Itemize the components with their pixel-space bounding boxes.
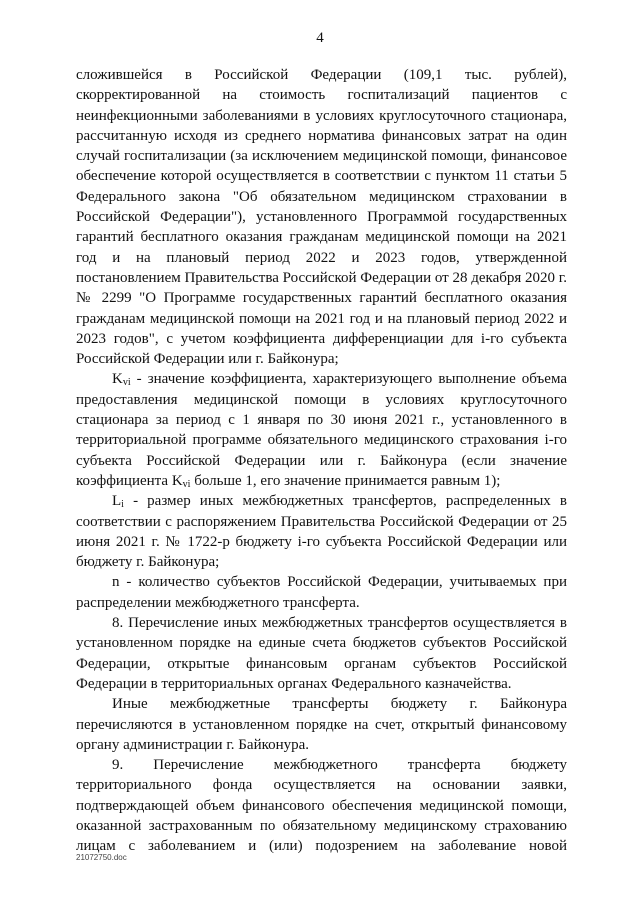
kvi-definition-tail: больше 1, его значение принимается равным 1); <box>190 472 501 489</box>
paragraph-li-definition <box>76 491 567 572</box>
paragraph-kvi-definition <box>76 369 567 491</box>
paragraph-item-9: 9. Перечисление межбюджетного трансферта бюджету территориального фонда осуществляется на основании заявки, подтверждающей объем финансового обеспечения медицинской помощи, оказанной застрахованным по обязательному медицинскому страхованию лицам с заболеванием и (или) подозрением на заболевание новой <box>76 757 567 855</box>
paragraph-item-8: 8. Перечисление иных межбюджетных трансфертов осуществляется в установленном порядке на единые счета бюджетов субъектов Российской Федерации, открытые финансовым органам субъектов Российской Федерации в территориальных органах Федерального казначейства. <box>76 615 567 692</box>
symbol-k-subscript: vi <box>122 377 131 389</box>
page-number: 4 <box>316 30 324 46</box>
paragraph-n-definition: n - количество субъектов Российской Федерации, учитываемых при распределении межбюджетного трансферта. <box>76 574 567 611</box>
document-body <box>76 65 567 857</box>
footer-doc-code: 21072750.doc <box>76 853 127 862</box>
symbol-l: L <box>112 493 122 510</box>
symbol-k: K <box>112 371 123 388</box>
li-definition-text: - размер иных межбюджетных трансфертов, распределенных в соответствии с распоряжением Правительства Российской Федерации от 25 июня 2021 г. № 1722-р бюджету i-го субъекта Российской Федерации или бюджету г. Байконура; <box>76 493 567 571</box>
paragraph-baikonur-transfers: Иные межбюджетные трансферты бюджету г. Байконура перечисляются в установленном порядке на счет, открытый финансовому органу администрации г. Байконура. <box>76 696 567 753</box>
symbol-l-subscript: i <box>121 499 124 511</box>
paragraph-continuation: сложившейся в Российской Федерации (109,1 тыс. рублей), скорректированной на стоимость госпитализаций пациентов с неинфекционными заболеваниями в условиях круглосуточного стационара, рассчитанную исходя из среднего норматива финансовых затрат на один случай госпитализации (за исключением медицинской помощи, финансовое обеспечение которой осуществляется в соответствии с пунктом 11 статьи 5 Федерального закона "Об обязательном медицинском страховании в Российской Федерации"), установленного Программой государственных гарантий бесплатного оказания гражданам медицинской помощи на 2021 год и на плановый период 2022 и 2023 годов, утвержденной постановлением Правительства Российской Федерации от 28 декабря 2020 г. № 2299 "О Программе государственных гарантий бесплатного оказания гражданам медицинской помощи на 2021 год и на плановый период 2022 и 2023 годов", с учетом коэффициента дифференциации для i-го субъекта Российской Федерации или г. Байконура; <box>76 67 567 368</box>
kvi-definition-text: - значение коэффициента, характеризующего выполнение объема предоставления медицинской помощи в условиях круглосуточного стационара за период с 1 января по 30 июня 2021 г., установленного в территориальной программе обязательного медицинского страхования i-го субъекта Российской Федерации или г. Байконура (если значение коэффициента K <box>76 371 567 489</box>
kvi-inline-subscript: vi <box>182 478 191 490</box>
